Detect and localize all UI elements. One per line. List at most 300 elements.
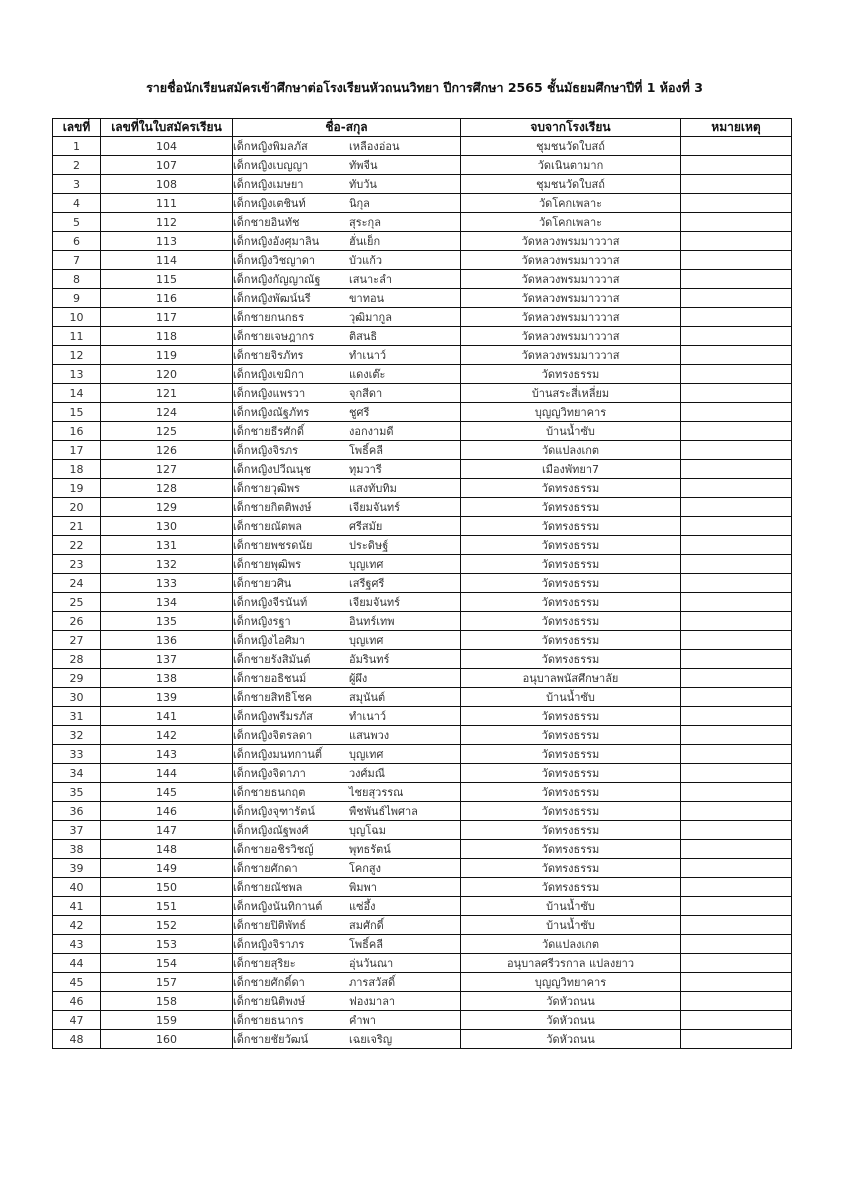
previous-school: วัดเนินตามาก <box>461 156 681 175</box>
remarks <box>681 992 792 1011</box>
first-name: เด็กหญิงเตชินท์ <box>233 196 306 210</box>
application-number: 142 <box>101 726 233 745</box>
student-name <box>233 137 461 156</box>
row-number: 30 <box>53 688 101 707</box>
remarks <box>681 669 792 688</box>
remarks <box>681 802 792 821</box>
student-name <box>233 213 461 232</box>
application-number: 124 <box>101 403 233 422</box>
last-name: เหลืองอ่อน <box>349 139 400 153</box>
application-number: 134 <box>101 593 233 612</box>
row-number: 1 <box>53 137 101 156</box>
row-number: 45 <box>53 973 101 992</box>
previous-school: บ้านน้ำซับ <box>461 422 681 441</box>
student-name <box>233 479 461 498</box>
previous-school: บุญญวิทยาคาร <box>461 403 681 422</box>
remarks <box>681 498 792 517</box>
last-name: โคกสูง <box>349 861 382 875</box>
last-name: บัวแก้ว <box>349 253 383 267</box>
first-name: เด็กชายศักดา <box>233 861 298 875</box>
first-name: เด็กหญิงไอศิมา <box>233 633 306 647</box>
table-row <box>53 935 792 954</box>
first-name: เด็กชายรังสิมันต์ <box>233 652 311 666</box>
application-number: 136 <box>101 631 233 650</box>
first-name: เด็กหญิงอังศุมาลิน <box>233 234 320 248</box>
application-number: 151 <box>101 897 233 916</box>
student-name <box>233 441 461 460</box>
student-name <box>233 992 461 1011</box>
row-number: 39 <box>53 859 101 878</box>
previous-school: วัดทรงธรรม <box>461 745 681 764</box>
previous-school: วัดทรงธรรม <box>461 707 681 726</box>
row-number: 42 <box>53 916 101 935</box>
first-name: เด็กหญิงเขมิกา <box>233 367 304 381</box>
table-row <box>53 289 792 308</box>
application-number: 157 <box>101 973 233 992</box>
last-name: สมุนันต์ <box>349 690 386 704</box>
last-name: ทำเนาว์ <box>349 348 387 362</box>
first-name: เด็กหญิงมนทกานติ์ <box>233 747 323 761</box>
table-row <box>53 137 792 156</box>
table-row <box>53 479 792 498</box>
last-name: ชูศรี <box>349 405 370 419</box>
student-roster-table <box>52 118 792 1049</box>
application-number: 152 <box>101 916 233 935</box>
remarks <box>681 916 792 935</box>
application-number: 158 <box>101 992 233 1011</box>
application-number: 119 <box>101 346 233 365</box>
first-name: เด็กชายเจษฎากร <box>233 329 315 343</box>
table-row <box>53 403 792 422</box>
last-name: นิกุล <box>349 196 370 210</box>
remarks <box>681 935 792 954</box>
row-number: 11 <box>53 327 101 346</box>
row-number: 44 <box>53 954 101 973</box>
table-row <box>53 802 792 821</box>
previous-school: วัดหลวงพรมมาววาส <box>461 232 681 251</box>
student-name <box>233 422 461 441</box>
previous-school: วัดทรงธรรม <box>461 878 681 897</box>
row-number: 20 <box>53 498 101 517</box>
student-name <box>233 821 461 840</box>
last-name: ทำเนาว์ <box>349 709 387 723</box>
student-name <box>233 764 461 783</box>
remarks <box>681 479 792 498</box>
table-row <box>53 973 792 992</box>
table-row <box>53 650 792 669</box>
table-row <box>53 707 792 726</box>
row-number: 26 <box>53 612 101 631</box>
student-name <box>233 802 461 821</box>
last-name: ติสนธิ <box>349 329 378 343</box>
application-number: 131 <box>101 536 233 555</box>
row-number: 40 <box>53 878 101 897</box>
application-number: 114 <box>101 251 233 270</box>
last-name: ศรีสมัย <box>349 519 383 533</box>
remarks <box>681 232 792 251</box>
document-title: รายชื่อนักเรียนสมัครเข้าศึกษาต่อโรงเรียนหัวถนนวิทยา ปีการศึกษา 2565 ชั้นมัธยมศึกษาปีที่ 1 ห้องที่ 3 <box>146 80 703 95</box>
previous-school: วัดทรงธรรม <box>461 574 681 593</box>
table-row <box>53 327 792 346</box>
remarks <box>681 764 792 783</box>
last-name: สมศักดิ์ <box>349 918 384 932</box>
table-row <box>53 726 792 745</box>
first-name: เด็กชายสิทธิโชค <box>233 690 313 704</box>
header-remarks: หมายเหตุ <box>681 119 792 137</box>
application-number: 146 <box>101 802 233 821</box>
row-number: 8 <box>53 270 101 289</box>
remarks <box>681 137 792 156</box>
table-row <box>53 878 792 897</box>
remarks <box>681 308 792 327</box>
application-number: 111 <box>101 194 233 213</box>
application-number: 115 <box>101 270 233 289</box>
last-name: งอกงามดี <box>349 424 394 438</box>
previous-school: วัดทรงธรรม <box>461 517 681 536</box>
previous-school: วัดหัวถนน <box>461 992 681 1011</box>
remarks <box>681 726 792 745</box>
remarks <box>681 327 792 346</box>
previous-school: วัดทรงธรรม <box>461 365 681 384</box>
last-name: ทุมวารี <box>349 462 382 476</box>
first-name: เด็กชายพชรดนัย <box>233 538 313 552</box>
application-number: 159 <box>101 1011 233 1030</box>
previous-school: วัดทรงธรรม <box>461 783 681 802</box>
last-name: จุกสีดา <box>349 386 383 400</box>
previous-school: อนุบาลพนัสศึกษาลัย <box>461 669 681 688</box>
table-row <box>53 536 792 555</box>
previous-school: วัดทรงธรรม <box>461 498 681 517</box>
first-name: เด็กหญิงจิดาภา <box>233 766 306 780</box>
application-number: 137 <box>101 650 233 669</box>
student-name <box>233 175 461 194</box>
last-name: ภารสวัสดิ์ <box>349 975 396 989</box>
row-number: 24 <box>53 574 101 593</box>
row-number: 17 <box>53 441 101 460</box>
last-name: แซ่อึ้ง <box>349 899 376 913</box>
previous-school: ชุมชนวัดใบสถ์ <box>461 175 681 194</box>
previous-school: บุญญวิทยาคาร <box>461 973 681 992</box>
row-number: 29 <box>53 669 101 688</box>
application-number: 139 <box>101 688 233 707</box>
first-name: เด็กหญิงนันทิกานต์ <box>233 899 323 913</box>
previous-school: วัดทรงธรรม <box>461 593 681 612</box>
previous-school: วัดทรงธรรม <box>461 479 681 498</box>
remarks <box>681 422 792 441</box>
table-row <box>53 422 792 441</box>
table-row <box>53 574 792 593</box>
student-name <box>233 346 461 365</box>
first-name: เด็กชายวศิน <box>233 576 292 590</box>
table-row <box>53 365 792 384</box>
table-row <box>53 441 792 460</box>
student-name <box>233 688 461 707</box>
previous-school: วัดทรงธรรม <box>461 536 681 555</box>
table-row <box>53 897 792 916</box>
student-name <box>233 1030 461 1049</box>
remarks <box>681 631 792 650</box>
row-number: 18 <box>53 460 101 479</box>
student-name <box>233 593 461 612</box>
student-name <box>233 498 461 517</box>
row-number: 47 <box>53 1011 101 1030</box>
last-name: พิมพา <box>349 880 377 894</box>
row-number: 22 <box>53 536 101 555</box>
student-name <box>233 840 461 859</box>
first-name: เด็กหญิงพัฒน์นรี <box>233 291 311 305</box>
remarks <box>681 460 792 479</box>
previous-school: วัดแปลงเกต <box>461 935 681 954</box>
remarks <box>681 897 792 916</box>
student-name <box>233 878 461 897</box>
last-name: ผู้ผึง <box>349 671 368 685</box>
application-number: 153 <box>101 935 233 954</box>
table-row <box>53 954 792 973</box>
table-row <box>53 688 792 707</box>
student-name <box>233 669 461 688</box>
last-name: แสนพวง <box>349 728 390 742</box>
first-name: เด็กชายชัยวัฒน์ <box>233 1032 309 1046</box>
table-row <box>53 517 792 536</box>
student-name <box>233 403 461 422</box>
student-name <box>233 232 461 251</box>
last-name: ประดิษฐ์ <box>349 538 389 552</box>
student-name <box>233 365 461 384</box>
remarks <box>681 783 792 802</box>
row-number: 37 <box>53 821 101 840</box>
last-name: เจียมจันทร์ <box>349 500 401 514</box>
previous-school: ชุมชนวัดใบสถ์ <box>461 137 681 156</box>
student-name <box>233 707 461 726</box>
first-name: เด็กชายธนากร <box>233 1013 304 1027</box>
student-name <box>233 289 461 308</box>
first-name: เด็กชายณัชพล <box>233 880 303 894</box>
remarks <box>681 403 792 422</box>
student-name <box>233 935 461 954</box>
table-header-row <box>53 119 792 137</box>
table-row <box>53 631 792 650</box>
remarks <box>681 270 792 289</box>
application-number: 160 <box>101 1030 233 1049</box>
row-number: 36 <box>53 802 101 821</box>
remarks <box>681 194 792 213</box>
previous-school: บ้านสระสี่เหลี่ยม <box>461 384 681 403</box>
first-name: เด็กชายณัตพล <box>233 519 302 533</box>
remarks <box>681 650 792 669</box>
header-application-number: เลขที่ในใบสมัครเรียน <box>101 119 233 137</box>
application-number: 150 <box>101 878 233 897</box>
last-name: พืชพันธ์ไพศาล <box>349 804 418 818</box>
remarks <box>681 954 792 973</box>
previous-school: บ้านน้ำซับ <box>461 916 681 935</box>
table-row <box>53 156 792 175</box>
header-name: ชื่อ-สกุล <box>233 119 461 137</box>
student-name <box>233 897 461 916</box>
first-name: เด็กหญิงณัฐพงศ์ <box>233 823 309 837</box>
student-name <box>233 783 461 802</box>
row-number: 46 <box>53 992 101 1011</box>
previous-school: วัดทรงธรรม <box>461 764 681 783</box>
application-number: 147 <box>101 821 233 840</box>
application-number: 148 <box>101 840 233 859</box>
row-number: 14 <box>53 384 101 403</box>
last-name: ฮั่นเย็ก <box>349 234 381 248</box>
previous-school: วัดโคกเพลาะ <box>461 213 681 232</box>
student-name <box>233 308 461 327</box>
row-number: 27 <box>53 631 101 650</box>
remarks <box>681 707 792 726</box>
previous-school: วัดทรงธรรม <box>461 631 681 650</box>
first-name: เด็กชายพุฒิพร <box>233 557 301 571</box>
student-name <box>233 251 461 270</box>
table-row <box>53 992 792 1011</box>
student-name <box>233 1011 461 1030</box>
previous-school: อนุบาลศรีวรกาล แปลงยาว <box>461 954 681 973</box>
application-number: 108 <box>101 175 233 194</box>
student-name <box>233 517 461 536</box>
table-row <box>53 783 792 802</box>
table-row <box>53 593 792 612</box>
table-row <box>53 346 792 365</box>
first-name: เด็กชายศักดิ์ดา <box>233 975 305 989</box>
previous-school: เมืองพัทยา7 <box>461 460 681 479</box>
first-name: เด็กหญิงปวีณนุช <box>233 462 311 476</box>
remarks <box>681 973 792 992</box>
row-number: 5 <box>53 213 101 232</box>
row-number: 35 <box>53 783 101 802</box>
application-number: 135 <box>101 612 233 631</box>
remarks <box>681 441 792 460</box>
application-number: 154 <box>101 954 233 973</box>
last-name: อุ่นวันณา <box>349 956 394 970</box>
student-name <box>233 745 461 764</box>
last-name: แดงเต๊ะ <box>349 367 386 381</box>
last-name: บุญเทศ <box>349 633 384 647</box>
row-number: 41 <box>53 897 101 916</box>
first-name: เด็กชายวุฒิพร <box>233 481 300 495</box>
student-name <box>233 460 461 479</box>
first-name: เด็กหญิงจีรนันท์ <box>233 595 308 609</box>
last-name: ทัพจีน <box>349 158 378 172</box>
row-number: 7 <box>53 251 101 270</box>
student-name <box>233 631 461 650</box>
table-body <box>53 137 792 1049</box>
remarks <box>681 289 792 308</box>
row-number: 9 <box>53 289 101 308</box>
remarks <box>681 612 792 631</box>
previous-school: วัดหลวงพรมมาววาส <box>461 289 681 308</box>
header-number: เลขที่ <box>53 119 101 137</box>
table-row <box>53 194 792 213</box>
remarks <box>681 213 792 232</box>
last-name: วงศ์มณี <box>349 766 385 780</box>
table-row <box>53 612 792 631</box>
row-number: 2 <box>53 156 101 175</box>
last-name: ทับวัน <box>349 177 377 191</box>
last-name: บุญเทศ <box>349 557 384 571</box>
table-row <box>53 1030 792 1049</box>
student-name <box>233 555 461 574</box>
student-name <box>233 384 461 403</box>
remarks <box>681 517 792 536</box>
previous-school: บ้านน้ำซับ <box>461 897 681 916</box>
previous-school: วัดแปลงเกต <box>461 441 681 460</box>
previous-school: วัดทรงธรรม <box>461 555 681 574</box>
previous-school: วัดหลวงพรมมาววาส <box>461 308 681 327</box>
remarks <box>681 840 792 859</box>
previous-school: บ้านน้ำซับ <box>461 688 681 707</box>
remarks <box>681 1011 792 1030</box>
remarks <box>681 251 792 270</box>
row-number: 19 <box>53 479 101 498</box>
previous-school: วัดทรงธรรม <box>461 802 681 821</box>
first-name: เด็กหญิงแพรวา <box>233 386 306 400</box>
last-name: ฟองมาลา <box>349 994 396 1008</box>
remarks <box>681 384 792 403</box>
previous-school: วัดหลวงพรมมาววาส <box>461 327 681 346</box>
first-name: เด็กหญิงพรีมรภัส <box>233 709 313 723</box>
first-name: เด็กชายอธิชนม์ <box>233 671 307 685</box>
table-row <box>53 764 792 783</box>
application-number: 127 <box>101 460 233 479</box>
row-number: 4 <box>53 194 101 213</box>
first-name: เด็กชายจิรภัทร <box>233 348 304 362</box>
row-number: 6 <box>53 232 101 251</box>
application-number: 113 <box>101 232 233 251</box>
first-name: เด็กชายนิติพงษ์ <box>233 994 306 1008</box>
application-number: 141 <box>101 707 233 726</box>
row-number: 25 <box>53 593 101 612</box>
first-name: เด็กชายกนกธร <box>233 310 305 324</box>
first-name: เด็กหญิงวิชญาดา <box>233 253 316 267</box>
first-name: เด็กชายกิตติพงษ์ <box>233 500 312 514</box>
student-name <box>233 973 461 992</box>
previous-school: วัดทรงธรรม <box>461 612 681 631</box>
table-row <box>53 669 792 688</box>
last-name: โพธิ์คลี <box>349 937 383 951</box>
previous-school: วัดทรงธรรม <box>461 650 681 669</box>
first-name: เด็กชายอินทัช <box>233 215 300 229</box>
last-name: เสรีฐศรี <box>349 576 385 590</box>
row-number: 38 <box>53 840 101 859</box>
row-number: 16 <box>53 422 101 441</box>
application-number: 126 <box>101 441 233 460</box>
first-name: เด็กหญิงจิตรลดา <box>233 728 313 742</box>
student-name <box>233 327 461 346</box>
previous-school: วัดทรงธรรม <box>461 840 681 859</box>
row-number: 43 <box>53 935 101 954</box>
last-name: โพธิ์คลี <box>349 443 383 457</box>
first-name: เด็กหญิงกัญญาณัฐ <box>233 272 321 286</box>
row-number: 31 <box>53 707 101 726</box>
table-row <box>53 232 792 251</box>
table-row <box>53 460 792 479</box>
application-number: 133 <box>101 574 233 593</box>
remarks <box>681 821 792 840</box>
last-name: บุญโฉม <box>349 823 387 837</box>
row-number: 21 <box>53 517 101 536</box>
table-row <box>53 859 792 878</box>
previous-school: วัดทรงธรรม <box>461 726 681 745</box>
row-number: 13 <box>53 365 101 384</box>
application-number: 149 <box>101 859 233 878</box>
last-name: สุระกุล <box>349 215 381 229</box>
remarks <box>681 346 792 365</box>
last-name: อินทร์เทพ <box>349 614 395 628</box>
application-number: 125 <box>101 422 233 441</box>
table-row <box>53 270 792 289</box>
first-name: เด็กหญิงเบญญา <box>233 158 309 172</box>
